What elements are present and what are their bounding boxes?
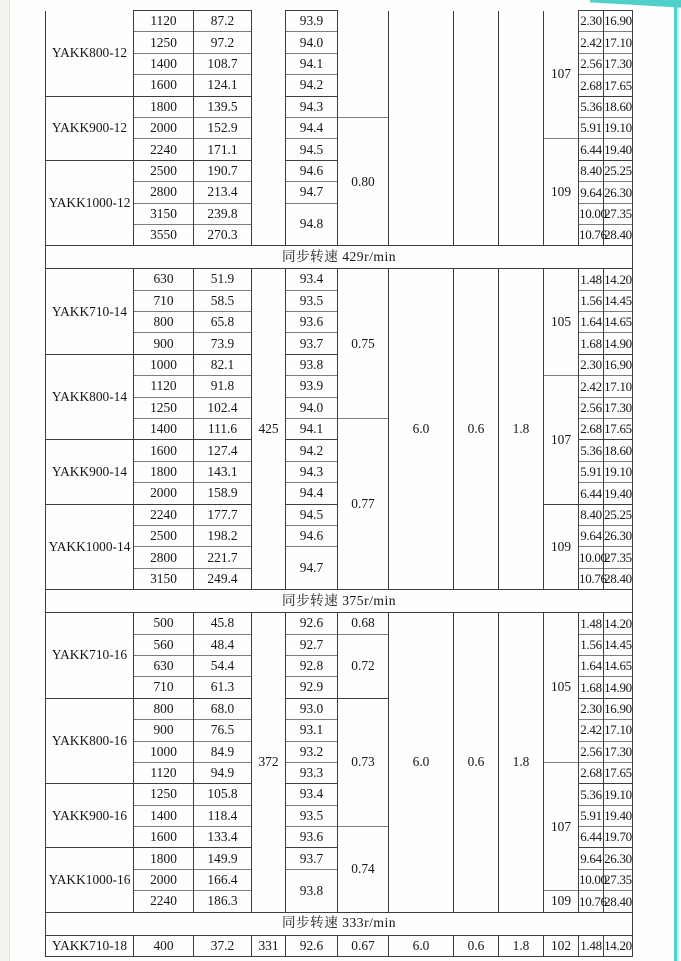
- value-cell: 800: [134, 698, 194, 719]
- table-row: [46, 11, 633, 32]
- value-cell: 124.1: [194, 75, 252, 96]
- value-cell: 166.4: [194, 869, 252, 890]
- value-cell: 92.6: [286, 613, 338, 634]
- value-cell: 109: [544, 139, 579, 246]
- value-cell: 19.70: [604, 827, 633, 848]
- value-cell: 5.91: [579, 117, 604, 138]
- motor-spec-table: [45, 10, 633, 957]
- section-separator-row: [46, 590, 633, 613]
- value-cell: 1400: [134, 419, 194, 440]
- value-cell: 26.30: [604, 182, 633, 203]
- value-cell: 400: [134, 935, 194, 956]
- value-cell: 27.35: [604, 869, 633, 890]
- value-cell: 48.4: [194, 634, 252, 655]
- value-cell: 6.44: [579, 483, 604, 504]
- value-cell: 93.9: [286, 376, 338, 397]
- value-cell: 93.5: [286, 805, 338, 826]
- value-cell: 108.7: [194, 53, 252, 74]
- model-cell: YAKK900-14: [46, 440, 134, 504]
- value-cell: 93.8: [286, 354, 338, 375]
- value-cell: 94.0: [286, 32, 338, 53]
- value-cell: 2500: [134, 160, 194, 181]
- value-cell: 2240: [134, 504, 194, 525]
- value-cell: [499, 11, 544, 246]
- value-cell: 17.65: [604, 762, 633, 783]
- value-cell: 14.65: [604, 312, 633, 333]
- value-cell: 94.7: [286, 547, 338, 590]
- table-row: [46, 269, 633, 290]
- value-cell: 6.0: [389, 269, 454, 590]
- value-cell: 45.8: [194, 613, 252, 634]
- value-cell: 94.7: [286, 182, 338, 203]
- value-cell: 94.4: [286, 117, 338, 138]
- value-cell: 94.4: [286, 483, 338, 504]
- value-cell: 6.44: [579, 139, 604, 160]
- value-cell: 102.4: [194, 397, 252, 418]
- value-cell: 2800: [134, 547, 194, 568]
- value-cell: 1400: [134, 53, 194, 74]
- model-cell: YAKK1000-12: [46, 160, 134, 246]
- value-cell: 76.5: [194, 720, 252, 741]
- value-cell: 94.3: [286, 96, 338, 117]
- value-cell: 14.20: [604, 269, 633, 290]
- value-cell: 105: [544, 613, 579, 763]
- value-cell: 158.9: [194, 483, 252, 504]
- value-cell: 14.20: [604, 935, 633, 956]
- value-cell: 94.2: [286, 75, 338, 96]
- value-cell: 61.3: [194, 677, 252, 698]
- model-cell: YAKK710-18: [46, 935, 134, 956]
- value-cell: 17.65: [604, 75, 633, 96]
- value-cell: 107: [544, 762, 579, 890]
- value-cell: 93.7: [286, 848, 338, 869]
- value-cell: 28.40: [604, 568, 633, 589]
- value-cell: 93.4: [286, 784, 338, 805]
- value-cell: 17.30: [604, 741, 633, 762]
- value-cell: 14.65: [604, 655, 633, 676]
- value-cell: 94.0: [286, 397, 338, 418]
- value-cell: 3150: [134, 203, 194, 224]
- value-cell: 25.25: [604, 504, 633, 525]
- value-cell: 6.0: [389, 613, 454, 912]
- value-cell: 97.2: [194, 32, 252, 53]
- value-cell: 105.8: [194, 784, 252, 805]
- value-cell: 58.5: [194, 290, 252, 311]
- value-cell: 94.6: [286, 525, 338, 546]
- value-cell: 500: [134, 613, 194, 634]
- value-cell: 18.60: [604, 440, 633, 461]
- value-cell: 221.7: [194, 547, 252, 568]
- value-cell: 630: [134, 655, 194, 676]
- value-cell: 10.00: [579, 203, 604, 224]
- page-edge-accent-top: [590, 0, 681, 8]
- page-edge-accent-halo: [677, 0, 679, 961]
- value-cell: 2.68: [579, 762, 604, 783]
- value-cell: 1000: [134, 354, 194, 375]
- value-cell: 93.1: [286, 720, 338, 741]
- value-cell: 17.65: [604, 419, 633, 440]
- value-cell: 0.75: [338, 269, 389, 419]
- value-cell: 94.1: [286, 53, 338, 74]
- value-cell: 1400: [134, 805, 194, 826]
- value-cell: 94.6: [286, 160, 338, 181]
- value-cell: 5.36: [579, 784, 604, 805]
- value-cell: 0.6: [454, 935, 499, 956]
- value-cell: 2.68: [579, 75, 604, 96]
- value-cell: 84.9: [194, 741, 252, 762]
- value-cell: 9.64: [579, 848, 604, 869]
- value-cell: 1.8: [499, 613, 544, 912]
- value-cell: 2240: [134, 139, 194, 160]
- spec-table-body: [46, 11, 633, 957]
- value-cell: 54.4: [194, 655, 252, 676]
- value-cell: 1.8: [499, 269, 544, 590]
- value-cell: 28.40: [604, 891, 633, 912]
- model-cell: YAKK800-16: [46, 698, 134, 784]
- value-cell: 1250: [134, 784, 194, 805]
- value-cell: 198.2: [194, 525, 252, 546]
- value-cell: 0.77: [338, 419, 389, 590]
- value-cell: 1120: [134, 376, 194, 397]
- value-cell: 1600: [134, 827, 194, 848]
- value-cell: 27.35: [604, 203, 633, 224]
- value-cell: 5.36: [579, 96, 604, 117]
- value-cell: 19.40: [604, 805, 633, 826]
- value-cell: 14.90: [604, 333, 633, 354]
- value-cell: 17.30: [604, 53, 633, 74]
- value-cell: 331: [252, 935, 286, 956]
- value-cell: 9.64: [579, 525, 604, 546]
- value-cell: 93.6: [286, 827, 338, 848]
- value-cell: 560: [134, 634, 194, 655]
- value-cell: 68.0: [194, 698, 252, 719]
- value-cell: 2000: [134, 117, 194, 138]
- model-cell: YAKK710-14: [46, 269, 134, 355]
- value-cell: 94.8: [286, 203, 338, 246]
- value-cell: 92.6: [286, 935, 338, 956]
- value-cell: 800: [134, 312, 194, 333]
- value-cell: 2000: [134, 869, 194, 890]
- model-cell: YAKK900-12: [46, 96, 134, 160]
- value-cell: 92.9: [286, 677, 338, 698]
- value-cell: 177.7: [194, 504, 252, 525]
- model-cell: YAKK1000-16: [46, 848, 134, 912]
- table-row: [46, 935, 633, 956]
- value-cell: 171.1: [194, 139, 252, 160]
- value-cell: 94.9: [194, 762, 252, 783]
- value-cell: 1120: [134, 762, 194, 783]
- value-cell: 17.10: [604, 32, 633, 53]
- value-cell: 2.68: [579, 419, 604, 440]
- value-cell: [454, 11, 499, 246]
- value-cell: 1.8: [499, 935, 544, 956]
- value-cell: 2.56: [579, 53, 604, 74]
- table-row: [46, 613, 633, 634]
- value-cell: 2.30: [579, 11, 604, 32]
- value-cell: 270.3: [194, 224, 252, 245]
- value-cell: 900: [134, 333, 194, 354]
- value-cell: 2.30: [579, 698, 604, 719]
- value-cell: 1800: [134, 848, 194, 869]
- value-cell: 1250: [134, 32, 194, 53]
- value-cell: 127.4: [194, 440, 252, 461]
- value-cell: 0.74: [338, 827, 389, 913]
- value-cell: 1.56: [579, 634, 604, 655]
- value-cell: 93.0: [286, 698, 338, 719]
- value-cell: 1.68: [579, 677, 604, 698]
- value-cell: 19.10: [604, 117, 633, 138]
- value-cell: 16.90: [604, 354, 633, 375]
- value-cell: 2.42: [579, 376, 604, 397]
- value-cell: 186.3: [194, 891, 252, 912]
- section-separator-row: [46, 246, 633, 269]
- value-cell: 37.2: [194, 935, 252, 956]
- value-cell: 1800: [134, 461, 194, 482]
- value-cell: 0.73: [338, 698, 389, 826]
- value-cell: 6.0: [389, 935, 454, 956]
- value-cell: 630: [134, 269, 194, 290]
- value-cell: 93.4: [286, 269, 338, 290]
- value-cell: 94.5: [286, 504, 338, 525]
- value-cell: 0.68: [338, 613, 389, 634]
- value-cell: 109: [544, 891, 579, 912]
- synchronous-speed-label: 同步转速 429r/min: [46, 246, 633, 269]
- value-cell: 107: [544, 11, 579, 139]
- value-cell: 710: [134, 290, 194, 311]
- value-cell: 10.76: [579, 224, 604, 245]
- value-cell: 213.4: [194, 182, 252, 203]
- value-cell: 249.4: [194, 568, 252, 589]
- value-cell: 18.60: [604, 96, 633, 117]
- value-cell: 6.44: [579, 827, 604, 848]
- value-cell: 2.42: [579, 720, 604, 741]
- value-cell: 94.1: [286, 419, 338, 440]
- value-cell: 1600: [134, 75, 194, 96]
- value-cell: 93.9: [286, 11, 338, 32]
- value-cell: 149.9: [194, 848, 252, 869]
- value-cell: 2000: [134, 483, 194, 504]
- value-cell: 0.67: [338, 935, 389, 956]
- value-cell: 28.40: [604, 224, 633, 245]
- value-cell: 9.64: [579, 182, 604, 203]
- value-cell: 14.45: [604, 290, 633, 311]
- value-cell: 3550: [134, 224, 194, 245]
- value-cell: 26.30: [604, 525, 633, 546]
- value-cell: 91.8: [194, 376, 252, 397]
- value-cell: 2.56: [579, 397, 604, 418]
- value-cell: 25.25: [604, 160, 633, 181]
- value-cell: 1.56: [579, 290, 604, 311]
- value-cell: 5.91: [579, 805, 604, 826]
- value-cell: 26.30: [604, 848, 633, 869]
- value-cell: 3150: [134, 568, 194, 589]
- value-cell: 14.45: [604, 634, 633, 655]
- model-cell: YAKK900-16: [46, 784, 134, 848]
- value-cell: 1.48: [579, 269, 604, 290]
- value-cell: 14.90: [604, 677, 633, 698]
- value-cell: 372: [252, 613, 286, 912]
- value-cell: 1.48: [579, 935, 604, 956]
- value-cell: 8.40: [579, 504, 604, 525]
- value-cell: 10.00: [579, 547, 604, 568]
- model-cell: YAKK710-16: [46, 613, 134, 699]
- value-cell: 19.10: [604, 784, 633, 805]
- value-cell: 1600: [134, 440, 194, 461]
- synchronous-speed-label: 同步转速 375r/min: [46, 590, 633, 613]
- section-separator-row: [46, 912, 633, 935]
- value-cell: 105: [544, 269, 579, 376]
- value-cell: 102: [544, 935, 579, 956]
- value-cell: [252, 11, 286, 246]
- value-cell: 10.76: [579, 891, 604, 912]
- value-cell: 425: [252, 269, 286, 590]
- value-cell: 710: [134, 677, 194, 698]
- value-cell: 17.10: [604, 376, 633, 397]
- value-cell: 152.9: [194, 117, 252, 138]
- value-cell: 0.80: [338, 117, 389, 245]
- value-cell: 92.7: [286, 634, 338, 655]
- value-cell: 94.5: [286, 139, 338, 160]
- page-left-margin: [0, 0, 10, 961]
- value-cell: 1250: [134, 397, 194, 418]
- value-cell: 5.91: [579, 461, 604, 482]
- value-cell: 190.7: [194, 160, 252, 181]
- model-cell: YAKK800-12: [46, 11, 134, 97]
- value-cell: 19.10: [604, 461, 633, 482]
- value-cell: 143.1: [194, 461, 252, 482]
- value-cell: 1000: [134, 741, 194, 762]
- value-cell: 14.20: [604, 613, 633, 634]
- value-cell: 1.68: [579, 333, 604, 354]
- value-cell: 93.5: [286, 290, 338, 311]
- value-cell: 139.5: [194, 96, 252, 117]
- value-cell: 93.6: [286, 312, 338, 333]
- value-cell: 94.3: [286, 461, 338, 482]
- value-cell: 239.8: [194, 203, 252, 224]
- value-cell: 16.90: [604, 698, 633, 719]
- value-cell: 93.2: [286, 741, 338, 762]
- value-cell: 73.9: [194, 333, 252, 354]
- value-cell: 19.40: [604, 483, 633, 504]
- value-cell: 17.30: [604, 397, 633, 418]
- value-cell: 94.2: [286, 440, 338, 461]
- value-cell: 10.76: [579, 568, 604, 589]
- value-cell: 2800: [134, 182, 194, 203]
- value-cell: 0.6: [454, 269, 499, 590]
- value-cell: 93.8: [286, 869, 338, 912]
- model-cell: YAKK1000-14: [46, 504, 134, 590]
- value-cell: 10.00: [579, 869, 604, 890]
- value-cell: 82.1: [194, 354, 252, 375]
- value-cell: 2240: [134, 891, 194, 912]
- value-cell: 93.3: [286, 762, 338, 783]
- value-cell: 109: [544, 504, 579, 590]
- value-cell: 19.40: [604, 139, 633, 160]
- model-cell: YAKK800-14: [46, 354, 134, 440]
- value-cell: 1.48: [579, 613, 604, 634]
- value-cell: 5.36: [579, 440, 604, 461]
- value-cell: 16.90: [604, 11, 633, 32]
- value-cell: 900: [134, 720, 194, 741]
- value-cell: 2.30: [579, 354, 604, 375]
- value-cell: 87.2: [194, 11, 252, 32]
- value-cell: 8.40: [579, 160, 604, 181]
- value-cell: 2.42: [579, 32, 604, 53]
- value-cell: 51.9: [194, 269, 252, 290]
- value-cell: 17.10: [604, 720, 633, 741]
- value-cell: 2.56: [579, 741, 604, 762]
- value-cell: 107: [544, 376, 579, 504]
- value-cell: 1120: [134, 11, 194, 32]
- value-cell: 1800: [134, 96, 194, 117]
- value-cell: [338, 11, 389, 118]
- value-cell: 1.64: [579, 312, 604, 333]
- value-cell: 2500: [134, 525, 194, 546]
- value-cell: 27.35: [604, 547, 633, 568]
- value-cell: 0.72: [338, 634, 389, 698]
- value-cell: 92.8: [286, 655, 338, 676]
- value-cell: 65.8: [194, 312, 252, 333]
- value-cell: 0.6: [454, 613, 499, 912]
- value-cell: 133.4: [194, 827, 252, 848]
- value-cell: 111.6: [194, 419, 252, 440]
- synchronous-speed-label: 同步转速 333r/min: [46, 912, 633, 935]
- value-cell: 1.64: [579, 655, 604, 676]
- value-cell: [389, 11, 454, 246]
- value-cell: 93.7: [286, 333, 338, 354]
- value-cell: 118.4: [194, 805, 252, 826]
